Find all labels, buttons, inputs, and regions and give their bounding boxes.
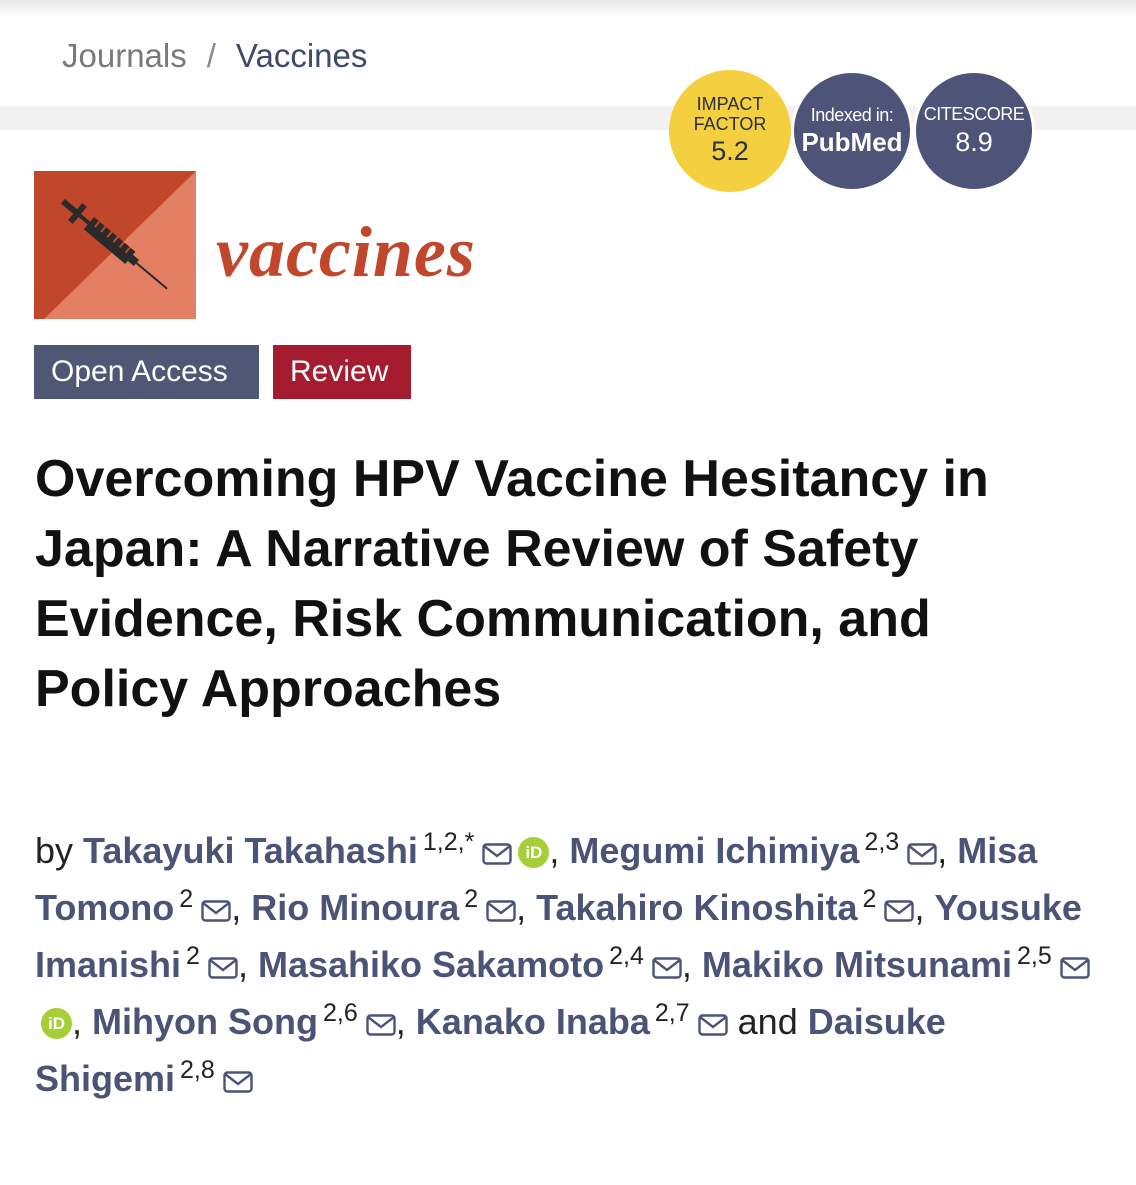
author-entry [569, 830, 947, 871]
author-entry [536, 887, 924, 928]
citescore-value: 8.9 [955, 126, 993, 157]
email-icon[interactable] [907, 824, 937, 846]
author-separator: , [937, 830, 948, 871]
author-separator: , [681, 944, 692, 985]
indexed-value: PubMed [801, 126, 903, 157]
email-icon[interactable] [652, 938, 682, 960]
email-icon[interactable] [486, 881, 516, 903]
review-tag: Review [273, 345, 411, 399]
author-name-link[interactable]: Rio Minoura [251, 887, 460, 928]
impact-factor-label-2: FACTOR [693, 114, 767, 134]
author-name-link[interactable]: Masahiko Sakamoto [257, 944, 605, 985]
authors-list [35, 822, 1105, 1107]
author-name-link[interactable]: Takayuki Takahashi [83, 830, 418, 871]
author-name-link[interactable]: Daisuke Shigemi [35, 1001, 946, 1099]
email-icon[interactable] [482, 824, 512, 846]
author-name-link[interactable]: Takahiro Kinoshita [536, 887, 858, 928]
breadcrumb [62, 34, 367, 78]
author-affiliations: 1,2,* [422, 828, 475, 856]
email-icon[interactable] [366, 995, 396, 1017]
author-separator: , [914, 887, 925, 928]
author-name-link[interactable]: Megumi Ichimiya [569, 830, 860, 871]
author-affiliations: 2,6 [323, 999, 358, 1027]
author-separator: , [549, 830, 560, 871]
author-affiliations: 2 [179, 885, 194, 913]
authors-conjunction: and [737, 1001, 798, 1042]
email-icon[interactable] [698, 995, 728, 1017]
orcid-icon[interactable]: iD [41, 1008, 72, 1039]
email-icon[interactable] [884, 881, 914, 903]
author-separator: , [231, 887, 242, 928]
indexed-label: Indexed in: [810, 104, 894, 125]
open-access-tag[interactable]: Open Access [34, 345, 259, 399]
author-name-link[interactable]: Makiko Mitsunami [701, 944, 1012, 985]
top-shadow [0, 0, 1136, 16]
author-entry [83, 830, 559, 871]
author-separator: , [237, 944, 248, 985]
impact-factor-label-1: IMPACT [696, 94, 764, 114]
email-icon[interactable] [1060, 938, 1090, 960]
author-name-link[interactable]: Kanako Inaba [415, 1001, 650, 1042]
authors-prefix: by [35, 830, 74, 871]
author-separator: , [395, 1001, 406, 1042]
author-entry [92, 1001, 406, 1042]
author-entry [416, 1001, 798, 1042]
author-entry [251, 887, 526, 928]
impact-factor-value: 5.2 [711, 136, 749, 166]
article-title: Overcoming HPV Vaccine Hesitancy in Japan: A Narrative Review of Safety Evidence, Risk Communication, and Policy Approaches [35, 450, 989, 718]
author-affiliations: 2,4 [609, 942, 644, 970]
email-icon[interactable] [201, 881, 231, 903]
author-separator: , [516, 887, 527, 928]
email-icon[interactable] [223, 1052, 253, 1074]
author-affiliations: 2 [464, 885, 479, 913]
breadcrumb-vaccines-link[interactable]: Vaccines [235, 37, 368, 74]
breadcrumb-journals-link[interactable]: Journals [62, 37, 187, 74]
journal-logo[interactable] [34, 171, 196, 319]
pubmed-badge[interactable] [791, 70, 913, 192]
journal-wordmark[interactable]: vaccines [216, 212, 476, 292]
author-affiliations: 2,8 [180, 1056, 215, 1084]
syringe-icon [34, 171, 196, 319]
author-name-link[interactable]: Mihyon Song [92, 1001, 318, 1042]
author-name-link[interactable]: Yousuke Imanishi [35, 887, 1082, 985]
breadcrumb-separator: / [206, 37, 216, 74]
impact-factor-badge[interactable] [669, 70, 791, 192]
author-name-link[interactable]: Misa Tomono [35, 830, 1038, 928]
orcid-icon[interactable]: iD [518, 837, 549, 868]
email-icon[interactable] [208, 938, 238, 960]
author-entry [258, 944, 692, 985]
author-affiliations: 2,5 [1016, 942, 1052, 970]
author-affiliations: 2 [186, 942, 200, 970]
citescore-badge[interactable] [913, 70, 1035, 192]
citescore-label: CITESCORE [923, 103, 1025, 124]
author-affiliations: 2 [862, 885, 877, 913]
author-affiliations: 2,7 [654, 999, 690, 1027]
author-affiliations: 2,3 [864, 828, 900, 856]
author-separator: , [72, 1001, 83, 1042]
